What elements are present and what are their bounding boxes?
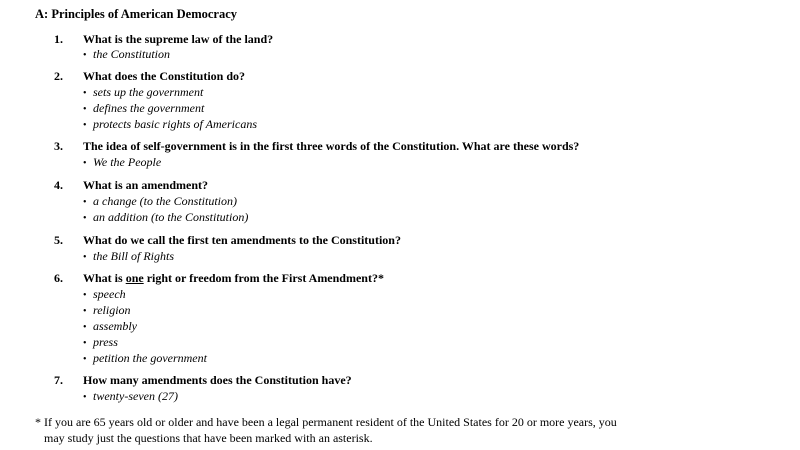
answer-item: • petition the government (83, 351, 207, 365)
question-number: 1. (54, 32, 63, 46)
answer-item: • assembly (83, 319, 137, 333)
answer-item: • sets up the government (83, 85, 204, 99)
answer-item: • the Constitution (83, 47, 171, 61)
answer-item: • religion (83, 303, 131, 317)
question-text: The idea of self-government is in the first three words of the Constitution. What are these words? (83, 139, 580, 153)
answer-item: • press (83, 335, 118, 349)
answer-item: • twenty-seven (27) (83, 389, 178, 403)
question-number: 4. (54, 178, 63, 192)
question-number: 5. (54, 233, 63, 247)
answer-item: • an addition (to the Constitution) (83, 210, 249, 224)
question-number: 6. (54, 271, 63, 285)
answer-item: • defines the government (83, 101, 205, 115)
question-text: How many amendments does the Constitution have? (83, 373, 352, 387)
answer-item: • a change (to the Constitution) (83, 194, 237, 208)
question-text: What is the supreme law of the land? (83, 32, 274, 46)
question-number: 7. (54, 373, 63, 387)
section-title: A: Principles of American Democracy (35, 7, 238, 21)
question-text: What is one right or freedom from the First Amendment?* (83, 271, 384, 285)
footnote-line-1: * If you are 65 years old or older and have been a legal permanent resident of the United States for 20 or more years, you (35, 415, 617, 429)
question-number: 2. (54, 69, 63, 83)
question-text: What do we call the first ten amendments to the Constitution? (83, 233, 401, 247)
footnote-line-2: may study just the questions that have been marked with an asterisk. (44, 431, 373, 445)
question-text: What is an amendment? (83, 178, 209, 192)
answer-item: • We the People (83, 155, 162, 169)
answer-item: • speech (83, 287, 126, 301)
answer-item: • protects basic rights of Americans (83, 117, 257, 131)
answer-item: • the Bill of Rights (83, 249, 174, 263)
question-number: 3. (54, 139, 63, 153)
question-text: What does the Constitution do? (83, 69, 246, 83)
footnote (35, 414, 655, 446)
